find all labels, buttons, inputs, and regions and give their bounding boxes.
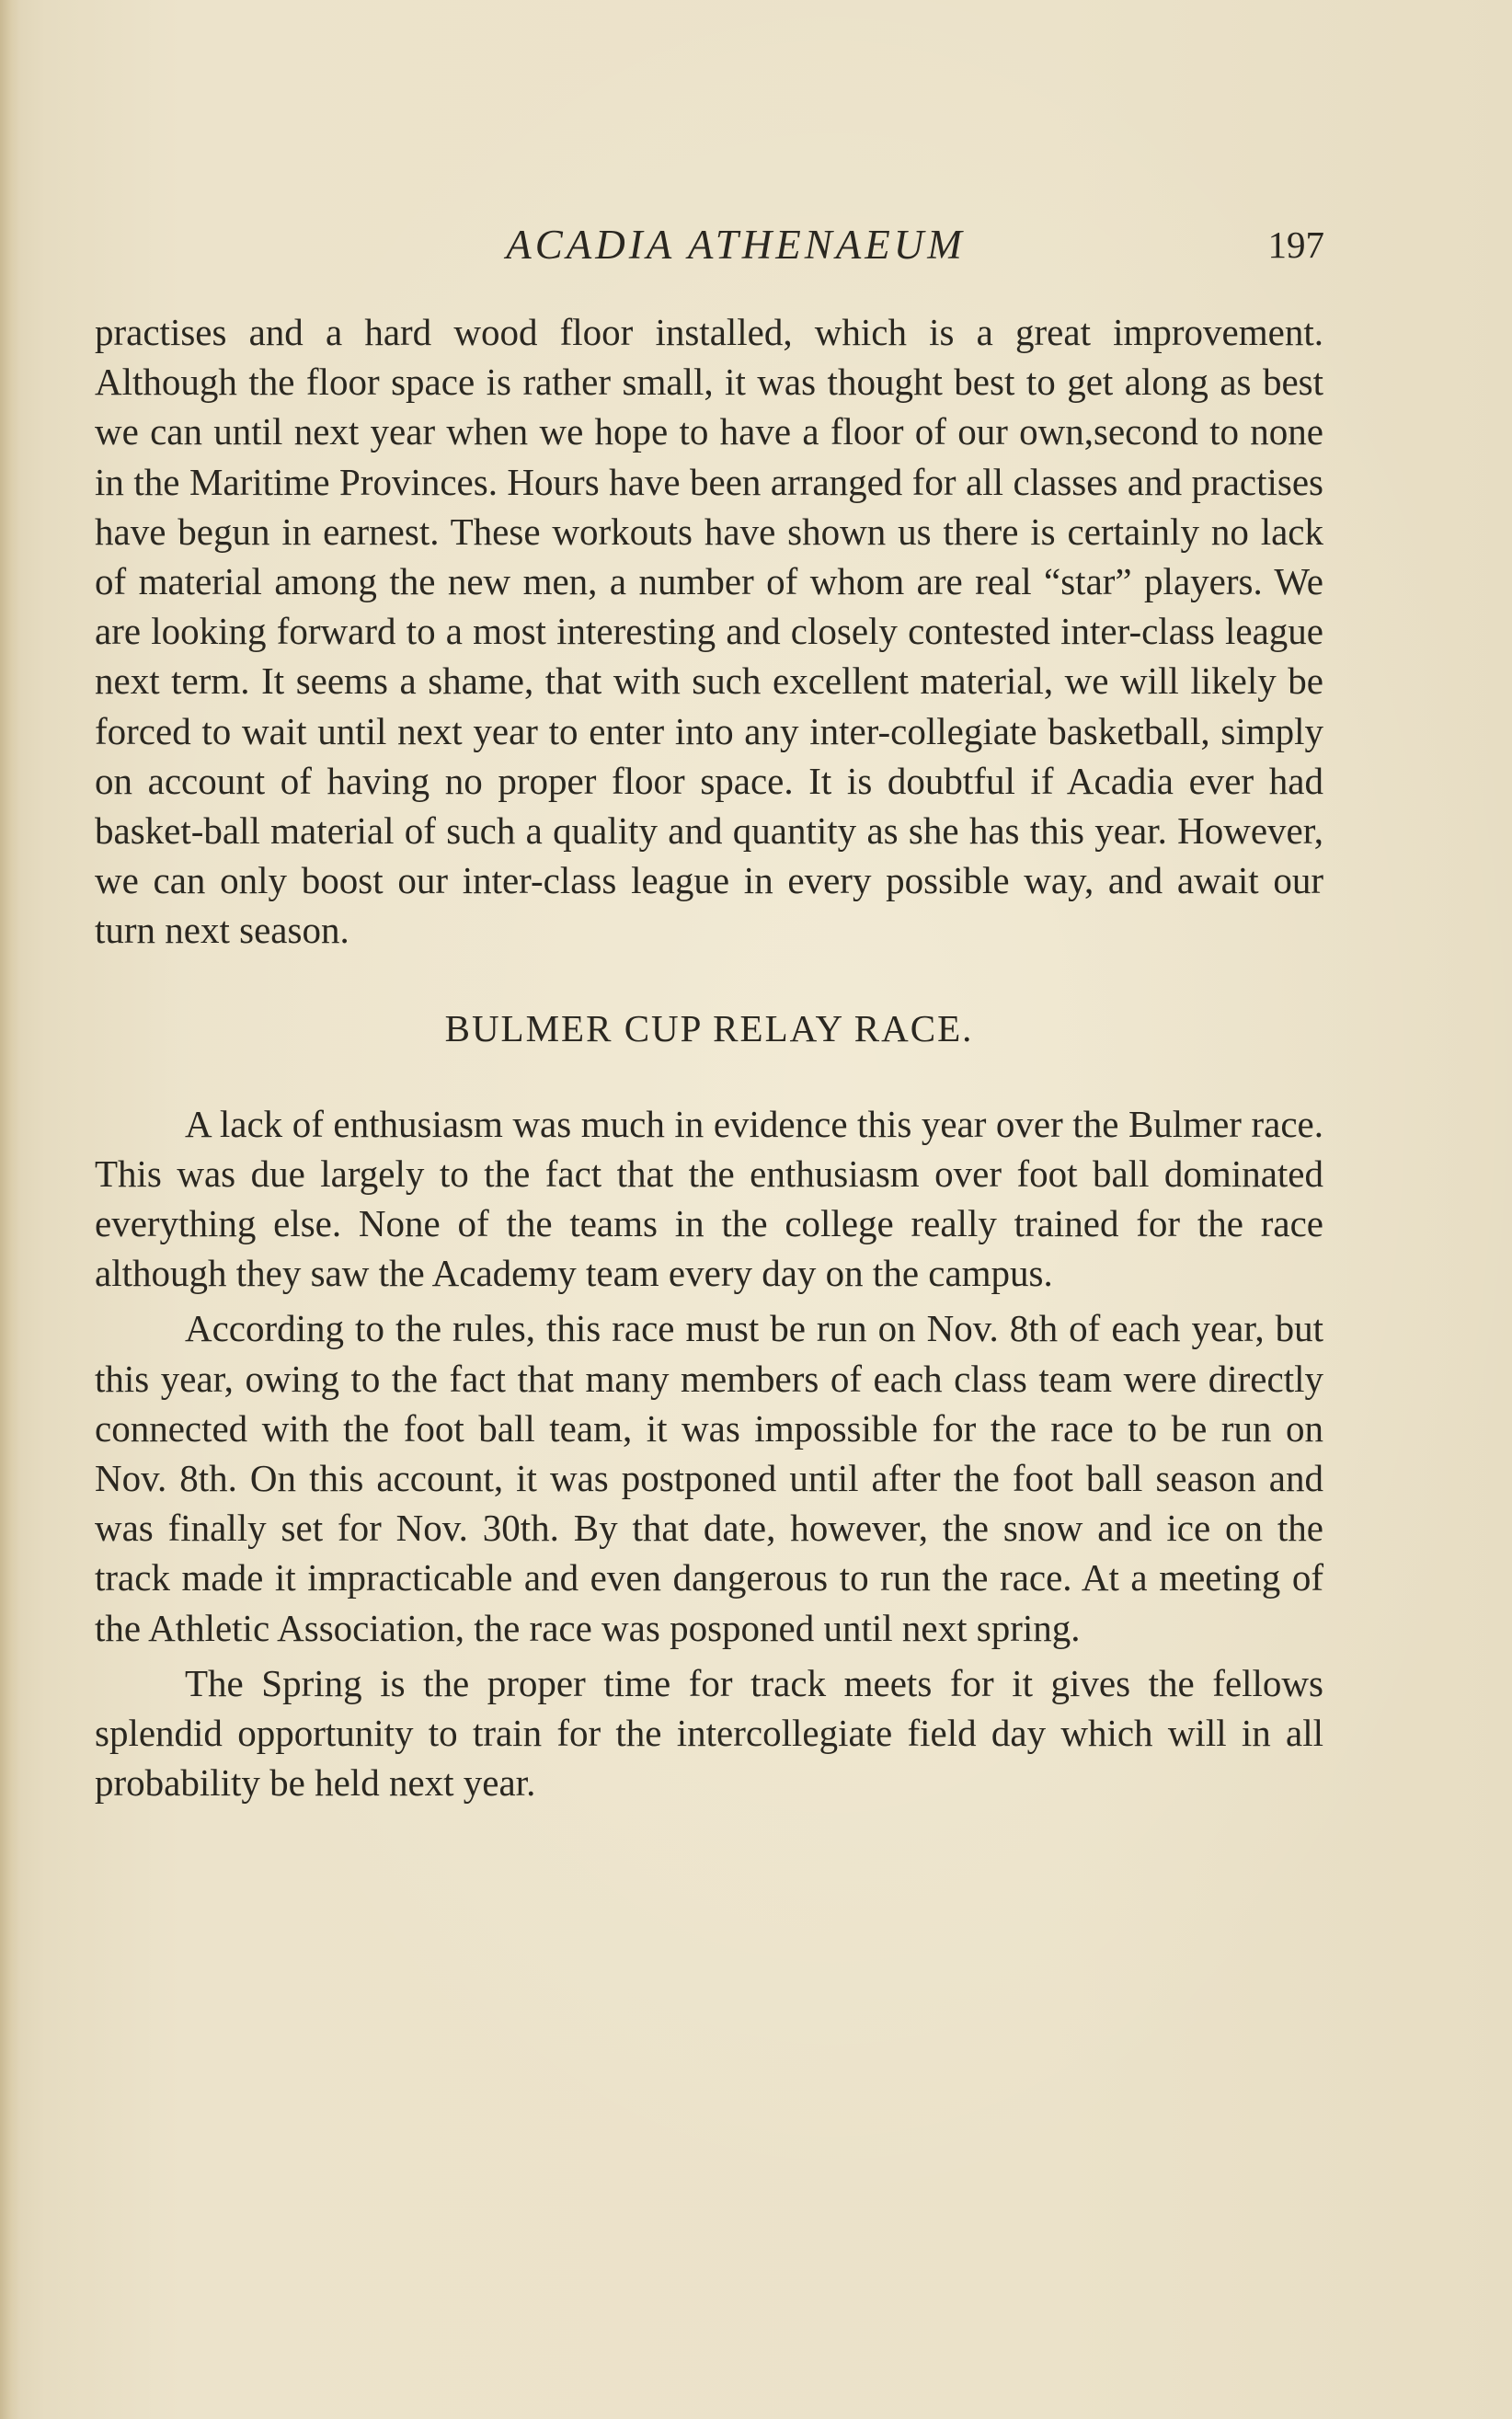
paragraph-1: A lack of enthusiasm was much in evidence this year over the Bulmer race. This was due largely to the fact that the enthusiasm over foot ball dominated everything else. None of the teams in the college really trained for the race although they saw the Academy team every day on the campus.: [95, 1102, 1323, 1295]
section-heading: BULMER CUP RELAY RACE.: [444, 1006, 974, 1049]
page-number: 197: [1267, 224, 1324, 266]
page-header: [92, 217, 1324, 272]
paragraph-3: The Spring is the proper time for track meets for it gives the fellows splendid opportunity to train for the intercollegiate field day which will in all probability be held next year.: [95, 1661, 1323, 1805]
continued-paragraph: practises and a hard wood floor installed, which is a great improvement. Although the floor space is rather small, it was thought best to get along as best we can until next year when we hope to have a floor of our own,second to none in the Maritime Provinces. Hours have been arranged for all classes and practises have begun in earnest. These workouts have shown us there is certainly no lack of material among the new men, a number of whom are real “star” players. We are looking forward to a most interesting and closely contested inter-class league next term. It seems a shame, that with such excellent material, we will likely be forced to wait until next year to enter into any inter-collegiate basketball, simply on account of having no proper floor space. It is doubtful if Acadia ever had basket-ball material of such a quality and quantity as she has this year. However, we can only boost our inter-class league in every possible way, and await our turn next season.: [95, 311, 1323, 952]
paragraph-2: According to the rules, this race must be run on Nov. 8th of each year, but this year, owing to the fact that many members of each class team were directly connected with the foot ball team, it was impossible for the race to be run on Nov. 8th. On this account, it was postponed until after the foot ball season and was finally set for Nov. 30th. By that date, however, the snow and ice on the track made it impracticable and even dangerous to run the race. At a meeting of the Athletic Association, the race was posponed until next spring.: [95, 1307, 1323, 1649]
article-body: [95, 307, 1323, 1807]
binding-edge: [0, 0, 20, 2419]
running-title: ACADIA ATHENAEUM: [506, 222, 966, 268]
